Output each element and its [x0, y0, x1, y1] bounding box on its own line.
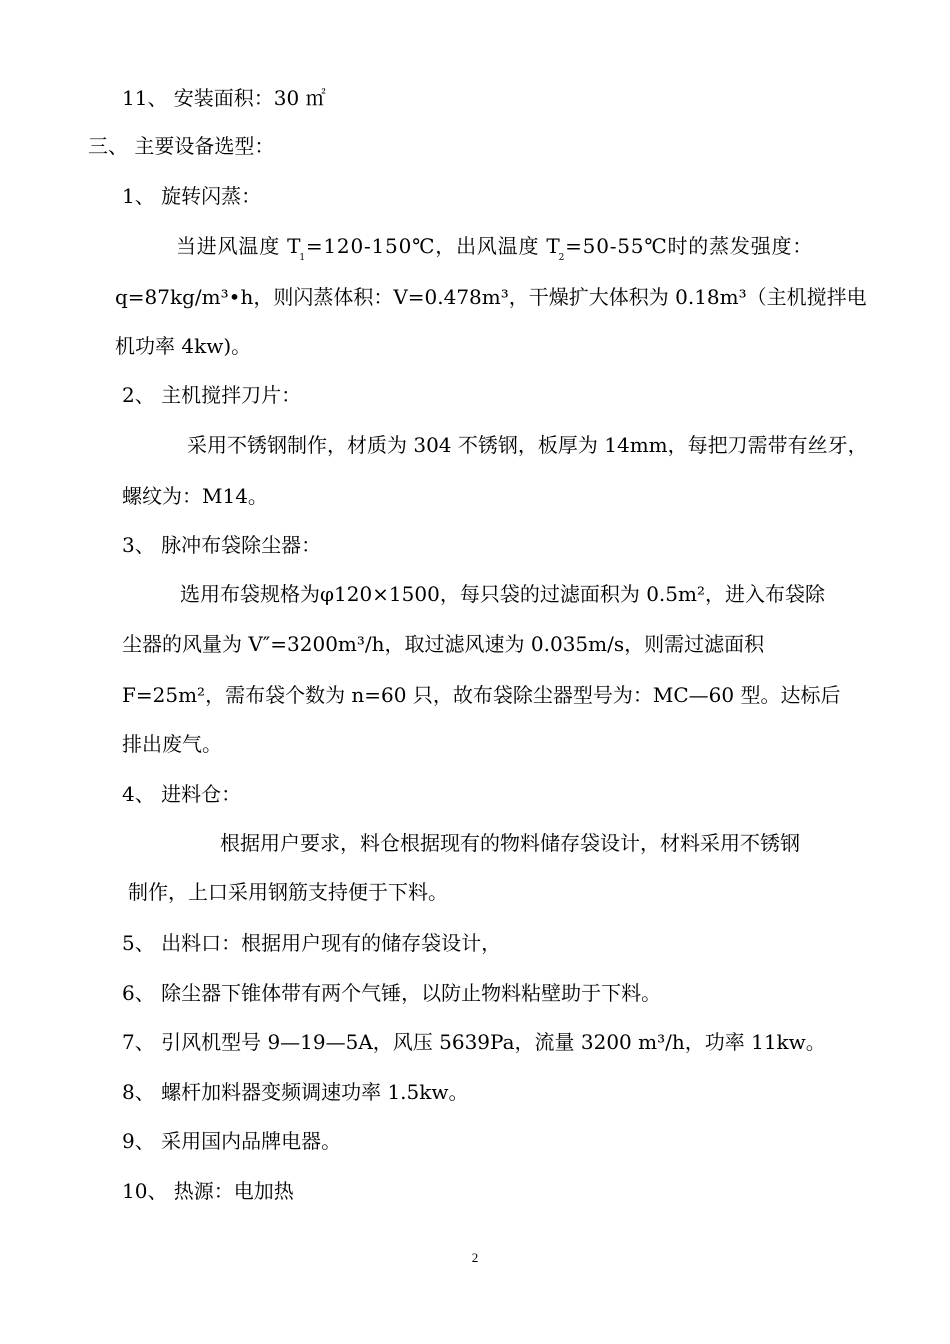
item-2-heading: 2、 主机搅拌刀片：	[122, 383, 302, 407]
item-5: 5、 出料口：根据用户现有的储存袋设计，	[122, 931, 502, 955]
item-1-line-1: 当进风温度 $T_1=120-150℃$，出风温度 $T_2=50-55℃$时的蒸发强度：	[176, 234, 814, 263]
item-7: 7、 引风机型号 9—19—5A，风压 5639Pa，流量 3200 m³/h，功率 11kw。	[122, 1030, 826, 1054]
page-number: 2	[471, 1250, 479, 1265]
item-11-install-area: 11、 安装面积：30 ㎡	[122, 86, 326, 110]
item-4-line-1: 根据用户要求，料仓根据现有的物料储存袋设计，材料采用不锈钢	[220, 831, 800, 855]
item-2-line-1: 采用不锈钢制作，材质为 304 不锈钢，板厚为 14mm，每把刀需带有丝牙，	[187, 433, 868, 457]
item-3-line-2: 尘器的风量为 V″=3200m³/h，取过滤风速为 0.035m/s，则需过滤面积	[122, 632, 765, 656]
item-1-line-2: q=87kg/m³•h，则闪蒸体积：V=0.478m³，干燥扩大体积为 0.18m³（主机搅拌电	[115, 285, 867, 309]
item-1-heading: 1、 旋转闪蒸：	[122, 184, 262, 208]
item-3-line-3: F=25m²，需布袋个数为 n=60 只，故布袋除尘器型号为：MC—60 型。达标后	[122, 683, 841, 707]
section-heading-equipment: 三、 主要设备选型：	[88, 134, 275, 158]
item-3-line-4: 排出废气。	[122, 732, 222, 756]
item-6: 6、 除尘器下锥体带有两个气锤，以防止物料粘壁助于下料。	[122, 981, 662, 1005]
item-3-heading: 3、 脉冲布袋除尘器：	[122, 533, 322, 557]
item-4-line-2: 制作，上口采用钢筋支持便于下料。	[128, 880, 448, 904]
item-1-line-3: 机功率 4kw)。	[115, 334, 252, 358]
item-3-line-1: 选用布袋规格为φ120×1500，每只袋的过滤面积为 0.5m²，进入布袋除	[180, 582, 825, 606]
item-8: 8、 螺杆加料器变频调速功率 1.5kw。	[122, 1080, 469, 1104]
item-4-heading: 4、 进料仓：	[122, 782, 242, 806]
item-9: 9、 采用国内品牌电器。	[122, 1129, 342, 1153]
item-2-line-2: 螺纹为：M14。	[122, 484, 268, 508]
item-10: 10、 热源：电加热	[122, 1179, 294, 1203]
